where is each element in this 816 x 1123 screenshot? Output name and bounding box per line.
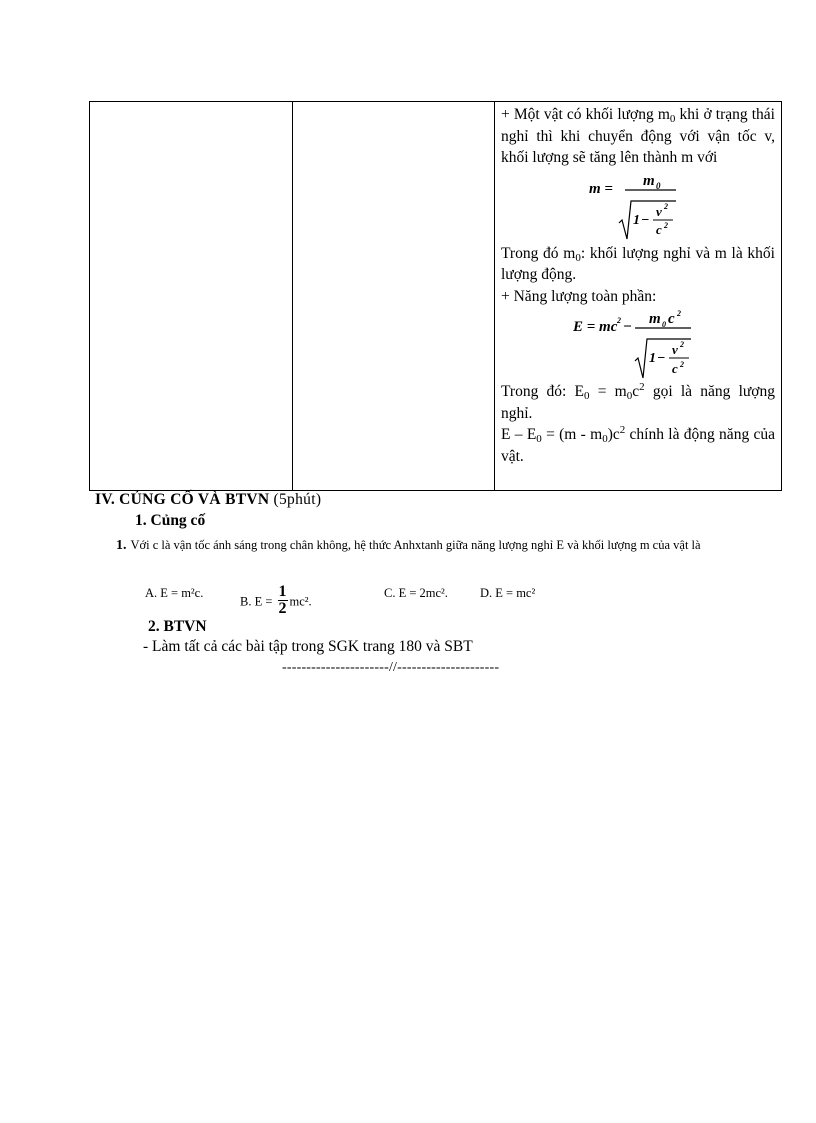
svg-text:−: − xyxy=(657,351,666,366)
homework-task: - Làm tất cả các bài tập trong SGK trang 180 và SBT xyxy=(143,638,473,655)
mass-paragraph: + Một vật có khối lượng $m_0$ khi ở trạng thái nghỉ thì khi chuyển động với vận tốc v, khối lượng sẽ tăng lên thành m với xyxy=(501,106,775,166)
svg-text:−: − xyxy=(623,319,633,335)
option-a: A. E = m²c. xyxy=(145,586,204,600)
question-number: 1. xyxy=(116,538,127,553)
svg-text:1: 1 xyxy=(649,351,656,366)
kinetic-energy-paragraph: $E - E_0 = (m - m_0)c^2$ chính là động năng của vật. xyxy=(501,424,776,465)
formula-numerator: m xyxy=(643,172,655,189)
option-c: C. E = 2mc². xyxy=(384,586,448,600)
svg-text:2: 2 xyxy=(664,220,668,230)
subheading-consolidation: 1. Củng cố xyxy=(135,512,206,529)
question xyxy=(82,537,732,554)
svg-text:2: 2 xyxy=(680,360,684,369)
total-energy-paragraph: + Năng lượng toàn phần: xyxy=(501,287,657,305)
student-activity-cell xyxy=(293,102,495,491)
end-divider: ----------------------//--------------------- xyxy=(282,660,500,675)
content-cell xyxy=(495,102,782,491)
svg-text:m: m xyxy=(649,311,661,327)
rest-mass-paragraph: Trong đó $m_0$: khối lượng nghỉ và m là khối lượng động. xyxy=(501,244,775,283)
teacher-activity-cell xyxy=(90,102,293,491)
relativistic-mass-formula xyxy=(589,171,689,243)
lesson-table xyxy=(89,101,782,491)
rest-energy-paragraph: Trong đó: $E_0 = m_0c^2$ gọi là năng lượng nghỉ. xyxy=(501,381,775,422)
total-energy-formula xyxy=(573,307,699,381)
table-row xyxy=(90,102,782,491)
section-time: (5phút) xyxy=(269,491,322,508)
section-heading: IV. CỦNG CỐ VÀ BTVN (5phút) xyxy=(95,491,322,508)
svg-text:v: v xyxy=(656,203,662,219)
svg-text:2: 2 xyxy=(664,201,668,211)
question-text: Với c là vận tốc ánh sáng trong chân không, hệ thức Anhxtanh giữa năng lượng nghỉ E và khối lượng m của vật là xyxy=(130,538,701,552)
option-d: D. E = mc² xyxy=(480,586,536,600)
svg-text:E = mc: E = mc xyxy=(573,319,618,335)
svg-text:−: − xyxy=(641,212,650,228)
svg-text:c: c xyxy=(668,311,675,327)
svg-text:1: 1 xyxy=(633,212,640,228)
svg-text:c: c xyxy=(656,221,662,237)
svg-text:2: 2 xyxy=(617,316,621,325)
svg-text:2: 2 xyxy=(680,340,684,349)
svg-text:c: c xyxy=(672,361,678,376)
svg-text:2: 2 xyxy=(677,309,681,318)
svg-text:0: 0 xyxy=(662,320,666,329)
fraction-one-half: $\frac{1}{2}$ xyxy=(278,583,287,617)
option-b: B. E = $\frac{1}{2}$ mc². xyxy=(240,583,312,617)
svg-text:v: v xyxy=(672,342,678,357)
subheading-homework: 2. BTVN xyxy=(148,618,207,635)
formula-lhs: m = xyxy=(589,180,613,197)
svg-text:0: 0 xyxy=(656,180,661,191)
